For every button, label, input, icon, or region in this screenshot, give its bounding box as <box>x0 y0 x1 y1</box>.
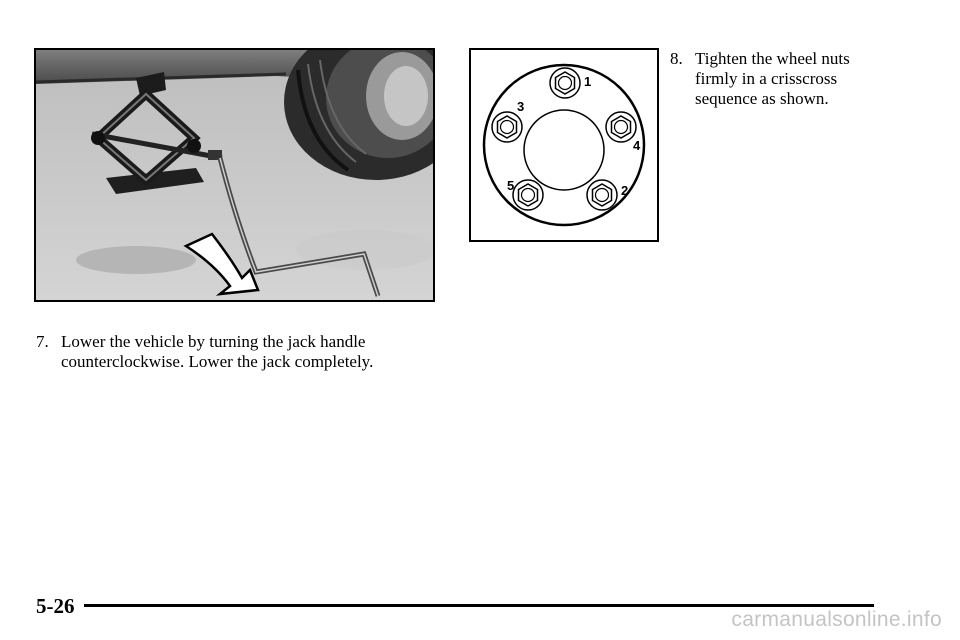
watermark: carmanualsonline.info <box>731 608 942 631</box>
step-7-number: 7. <box>36 332 49 351</box>
nut-sequence-label-1: 1 <box>584 74 592 89</box>
step-8-number: 8. <box>670 49 683 68</box>
nut-sequence-label-4: 4 <box>633 138 641 153</box>
wheel-nut-sequence-diagram <box>469 48 659 242</box>
wheel-nut-4 <box>606 112 636 142</box>
step-8-text: Tighten the wheel nuts firmly in a crisscross sequence as shown. <box>695 49 850 108</box>
step-7 <box>36 332 456 372</box>
jack-photo-graphic <box>36 50 433 300</box>
wheel-nut-3 <box>492 112 522 142</box>
nut-sequence-label-5: 5 <box>507 178 515 193</box>
wheel-nut-1 <box>550 68 580 98</box>
nut-sequence-label-2: 2 <box>621 183 629 198</box>
wheel-nut-graphic <box>471 50 657 240</box>
jack-lowering-illustration <box>34 48 435 302</box>
footer-rule <box>84 604 874 607</box>
step-7-text: Lower the vehicle by turning the jack handle counterclockwise. Lower the jack completely. <box>61 332 374 371</box>
nut-sequence-label-3: 3 <box>517 99 525 114</box>
wheel-nut-2 <box>587 180 617 210</box>
step-8 <box>670 49 870 109</box>
wheel-nut-5 <box>513 180 543 210</box>
page-number: 5-26 <box>36 594 75 618</box>
